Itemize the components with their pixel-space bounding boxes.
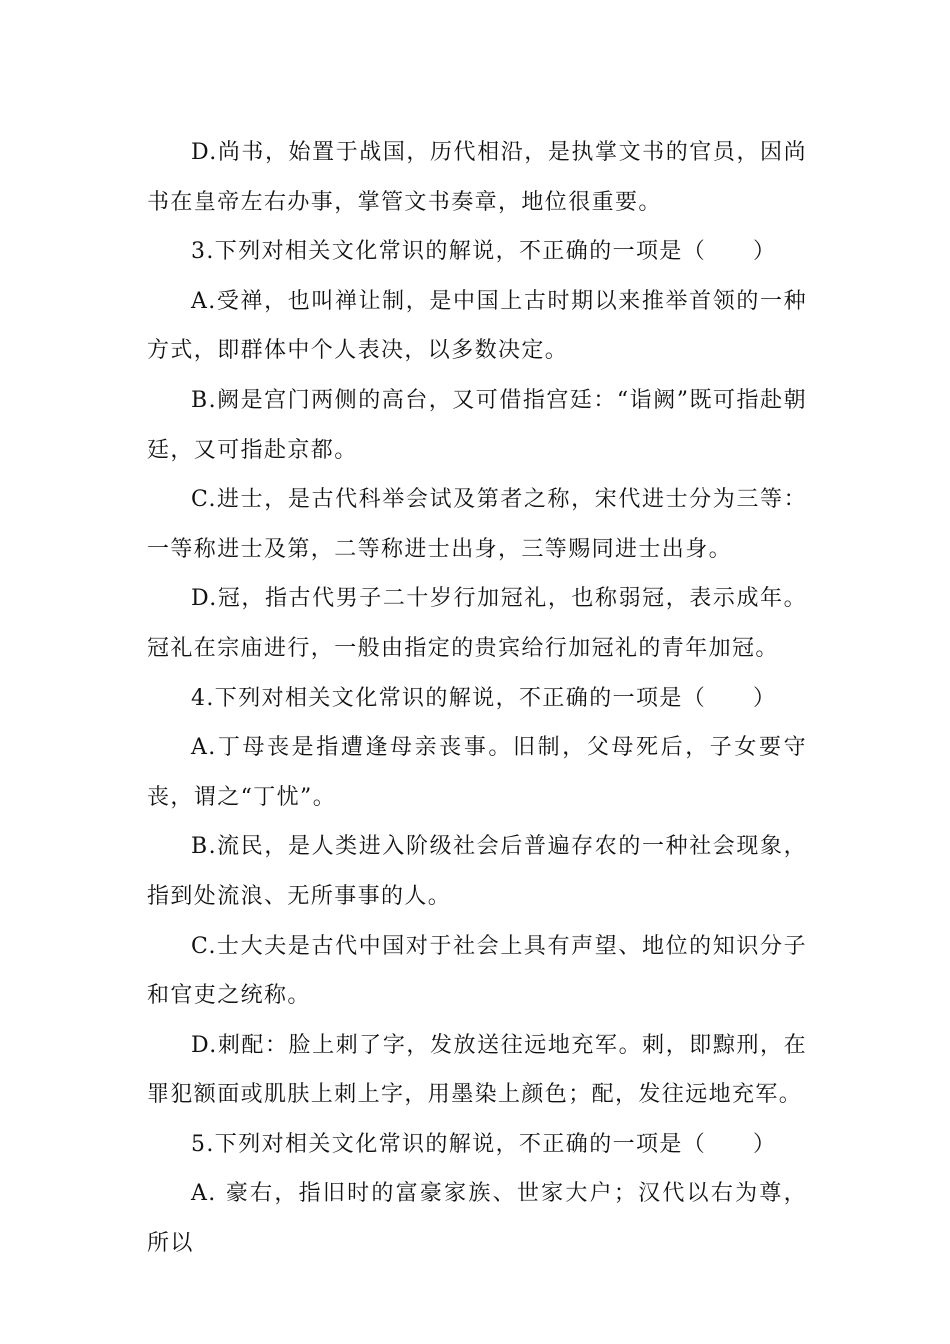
- document-body: [147, 128, 807, 1269]
- question-5-stem: 5.下列对相关文化常识的解说，不正确的一项是（ ）: [191, 1131, 777, 1157]
- question-3-stem: 3.下列对相关文化常识的解说，不正确的一项是（ ）: [191, 239, 777, 265]
- question-4-option-a: A.丁母丧是指遭逢母亲丧事。旧制，父母死后，子女要守丧，谓之“丁忧”。: [147, 735, 807, 810]
- question-4-option-d: D.刺配：脸上刺了字，发放送往远地充军。刺，即黥刑，在罪犯额面或肌肤上刺上字，用墨染上颜色；配，发往远地充军。: [147, 1032, 807, 1108]
- question-3-option-d: D.冠，指古代男子二十岁行加冠礼，也称弱冠，表示成年。冠礼在宗庙进行，一般由指定的贵宾给行加冠礼的青年加冠。: [147, 586, 807, 661]
- question-3-option-c: C.进士，是古代科举会试及第者之称，宋代进士分为三等：一等称进士及第，二等称进士出身，三等赐同进士出身。: [147, 487, 807, 562]
- question-4-option-c: C.士大夫是古代中国对于社会上具有声望、地位的知识分子和官吏之统称。: [147, 933, 807, 1009]
- question-4-stem: 4.下列对相关文化常识的解说，不正确的一项是（ ）: [191, 685, 777, 711]
- question-3-option-a: A.受禅，也叫禅让制，是中国上古时期以来推举首领的一种方式，即群体中个人表决，以多数决定。: [147, 288, 807, 364]
- option-d-shangshu: D.尚书，始置于战国，历代相沿，是执掌文书的官员，因尚书在皇帝左右办事，掌管文书奏章，地位很重要。: [147, 140, 807, 215]
- question-5-option-a: A. 豪右，指旧时的富豪家族、世家大户；汉代以右为尊，所以: [147, 1181, 807, 1257]
- question-3-option-b: B.阙是宫门两侧的高台，又可借指宫廷：“诣阙”既可指赴朝廷，又可指赴京都。: [147, 387, 807, 463]
- question-4-option-b: B.流民，是人类进入阶级社会后普遍存农的一种社会现象，指到处流浪、无所事事的人。: [147, 834, 807, 909]
